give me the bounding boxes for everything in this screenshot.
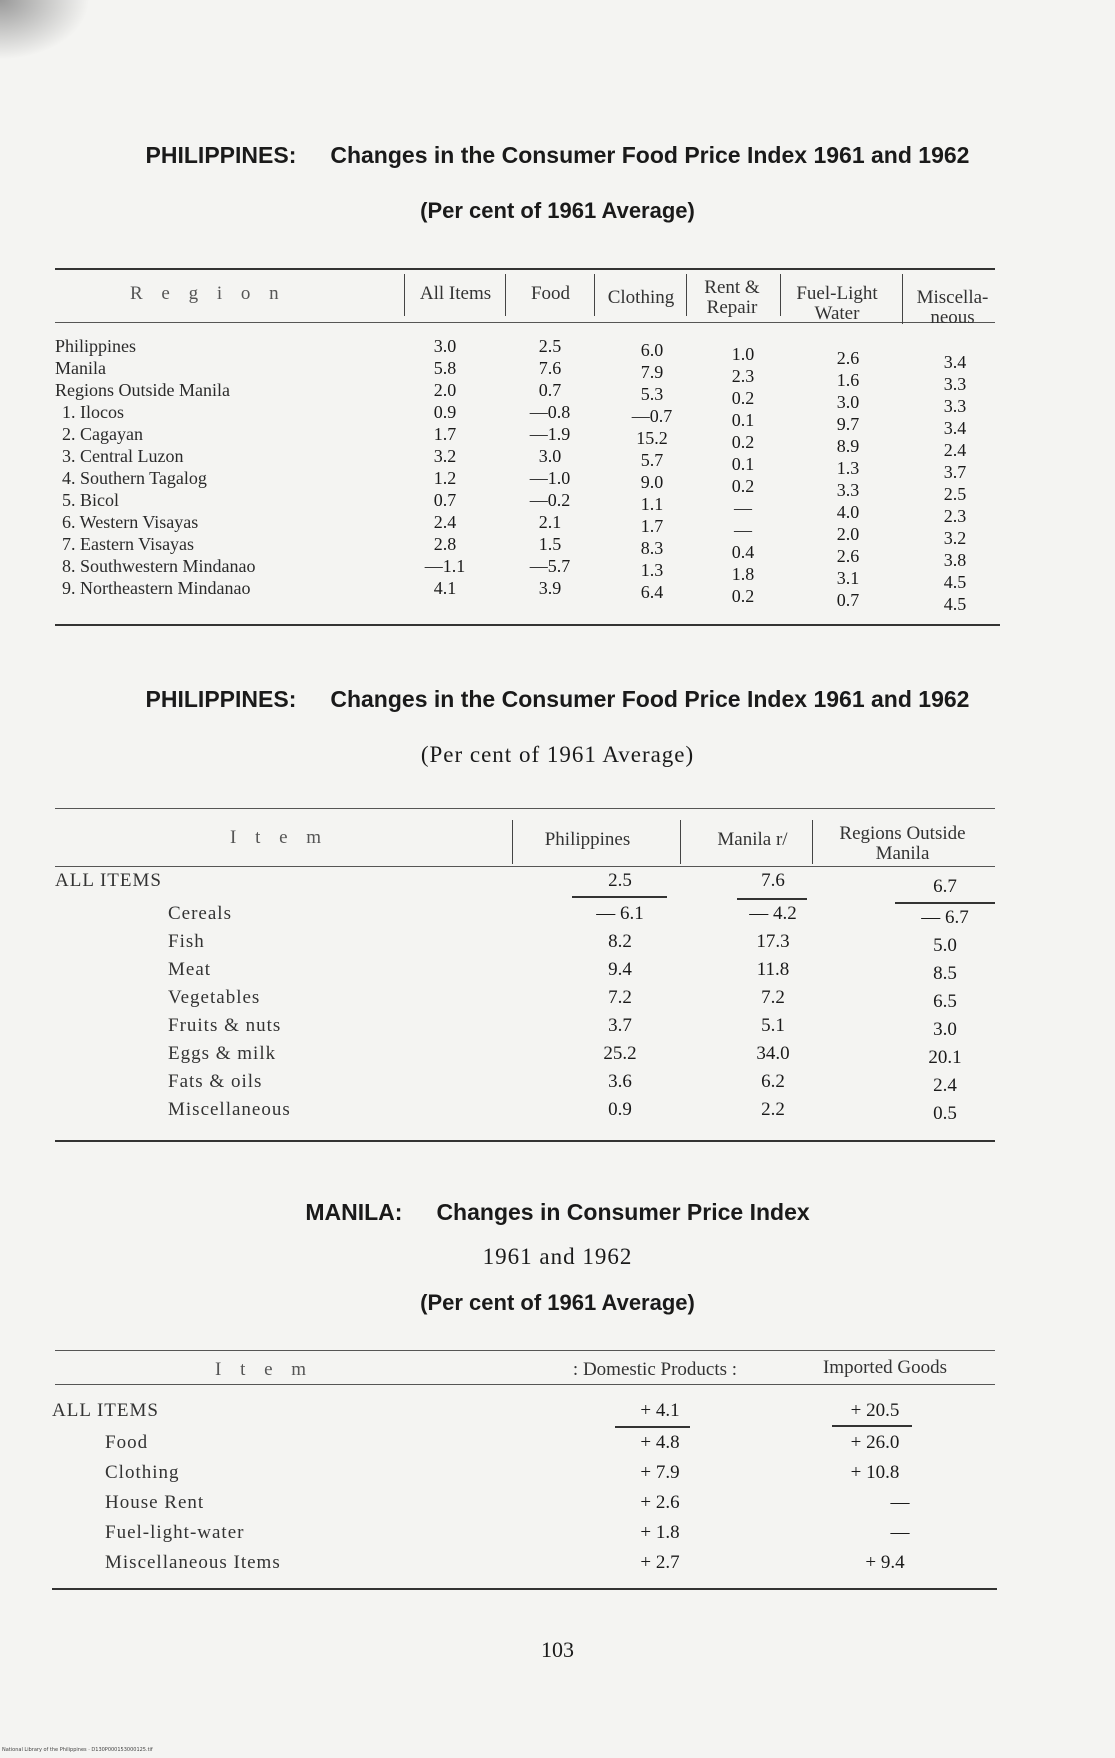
table1-header-region: R e g i o n <box>130 283 286 304</box>
table-row: Food + 4.8 + 26.0 <box>105 1432 900 1453</box>
table1-header-clothing: Clothing <box>607 287 675 308</box>
table3-bottom-rule <box>52 1588 997 1590</box>
underline <box>615 1426 690 1428</box>
table1-col-separator <box>902 274 903 324</box>
table3-header-imported: Imported Goods <box>822 1357 947 1378</box>
table2-bottom-rule <box>55 1140 995 1142</box>
table3-top-rule <box>55 1350 995 1351</box>
table2-header-outside: Regions Outside Manila <box>839 823 966 864</box>
table3-header-item: I t e m <box>215 1359 314 1380</box>
table3-subtitle-years: 1961 and 1962 <box>482 1244 633 1269</box>
table-row: 3. Central Luzon 3.2 3.0 5.7 0.1 1.3 3.7 <box>62 446 967 482</box>
table-row: House Rent + 2.6 — <box>105 1492 910 1513</box>
table1-col-separator <box>505 274 506 316</box>
table1-subtitle: (Per cent of 1961 Average) <box>420 198 695 223</box>
table-row: 8. Southwestern Mindanao —1.1 —5.7 1.3 1.8 3.1 4.5 <box>62 556 967 592</box>
table3-header-rule <box>55 1384 995 1385</box>
table-row: Miscellaneous Items + 2.7 + 9.4 <box>105 1552 905 1573</box>
table2-header-manila: Manila r/ <box>717 829 788 850</box>
table-row: Miscellaneous 0.9 2.2 0.5 <box>168 1099 957 1124</box>
table-row: 1. Ilocos 0.9 —0.8 —0.7 0.1 9.7 3.4 <box>62 402 967 438</box>
table-row: Regions Outside Manila 2.0 0.7 5.3 0.2 3.0 3.3 <box>55 380 967 416</box>
table1-title: PHILIPPINES: Changes in the Consumer Food Price Index 1961 and 1962 <box>145 142 970 168</box>
table-row: ALL ITEMS + 4.1 + 20.5 <box>52 1400 900 1421</box>
table-row: Clothing + 7.9 + 10.8 <box>105 1462 900 1483</box>
table1-header-fuel: Fuel-Light Water <box>796 283 878 324</box>
table1-col-separator <box>404 274 405 316</box>
table-row: Vegetables 7.2 7.2 6.5 <box>168 987 957 1012</box>
table1-col-separator <box>686 274 687 316</box>
table-row: Cereals — 6.1 — 4.2 — 6.7 <box>168 903 969 928</box>
table2-subtitle: (Per cent of 1961 Average) <box>420 742 695 767</box>
table-row: 6. Western Visayas 2.4 2.1 1.7 — 2.0 3.2 <box>62 512 967 548</box>
table1-bottom-rule <box>55 624 1000 626</box>
table3-title: MANILA: Changes in Consumer Price Index <box>305 1199 810 1225</box>
table-row: Eggs & milk 25.2 34.0 20.1 <box>168 1043 962 1068</box>
underline <box>737 898 807 900</box>
table-row: Fruits & nuts 3.7 5.1 3.0 <box>168 1015 957 1040</box>
table-row: Fuel-light-water + 1.8 — <box>105 1522 910 1543</box>
table2-col-separator <box>812 820 813 864</box>
table-row: 4. Southern Tagalog 1.2 —1.0 9.0 0.2 3.3 2.5 <box>62 468 967 504</box>
table1-header-food: Food <box>530 283 571 304</box>
table-row: Fish 8.2 17.3 5.0 <box>168 931 957 956</box>
table-row: 7. Eastern Visayas 2.8 1.5 8.3 0.4 2.6 3.8 <box>62 534 967 570</box>
table-row: Meat 9.4 11.8 8.5 <box>168 959 957 984</box>
table-row: Philippines 3.0 2.5 6.0 1.0 2.6 3.4 <box>55 336 967 372</box>
table-row: Fats & oils 3.6 6.2 2.4 <box>168 1071 957 1096</box>
table-row: 9. Northeastern Mindanao 4.1 3.9 6.4 0.2 0.7 4.5 <box>62 578 967 614</box>
scan-footer-note: National Library of the Philippines · D130P000153000125.tif <box>2 1747 153 1753</box>
page-number: 103 <box>541 1637 574 1662</box>
table-row: 2. Cagayan 1.7 —1.9 15.2 0.2 8.9 2.4 <box>62 424 967 460</box>
table1-col-separator <box>594 274 595 316</box>
table-row: ALL ITEMS 2.5 7.6 6.7 <box>55 870 957 897</box>
table1-header-all-items: All Items <box>419 283 492 304</box>
table3-subtitle: (Per cent of 1961 Average) <box>420 1290 695 1315</box>
table2-col-separator <box>512 820 513 864</box>
table1-header-rent: Rent & Repair <box>704 277 760 318</box>
table2-header-philippines: Philippines <box>544 829 631 850</box>
scan-shadow <box>0 0 90 60</box>
table2-title: PHILIPPINES: Changes in the Consumer Food Price Index 1961 and 1962 <box>145 686 970 712</box>
underline <box>572 896 667 898</box>
table2-col-separator <box>680 820 681 864</box>
table-row: 5. Bicol 0.7 —0.2 1.1 — 4.0 2.3 <box>62 490 967 526</box>
table1-col-separator <box>780 274 781 316</box>
table1-top-rule <box>55 268 995 270</box>
table2-top-rule <box>55 808 995 809</box>
underline <box>832 1425 912 1427</box>
table2-header-item: I t e m <box>230 827 329 848</box>
table2-header-rule <box>55 866 995 867</box>
table3-header-domestic: : Domestic Products : <box>572 1359 738 1380</box>
table-row: Manila 5.8 7.6 7.9 2.3 1.6 3.3 <box>55 358 967 394</box>
table1-header-misc: Miscella- neous <box>916 287 989 328</box>
